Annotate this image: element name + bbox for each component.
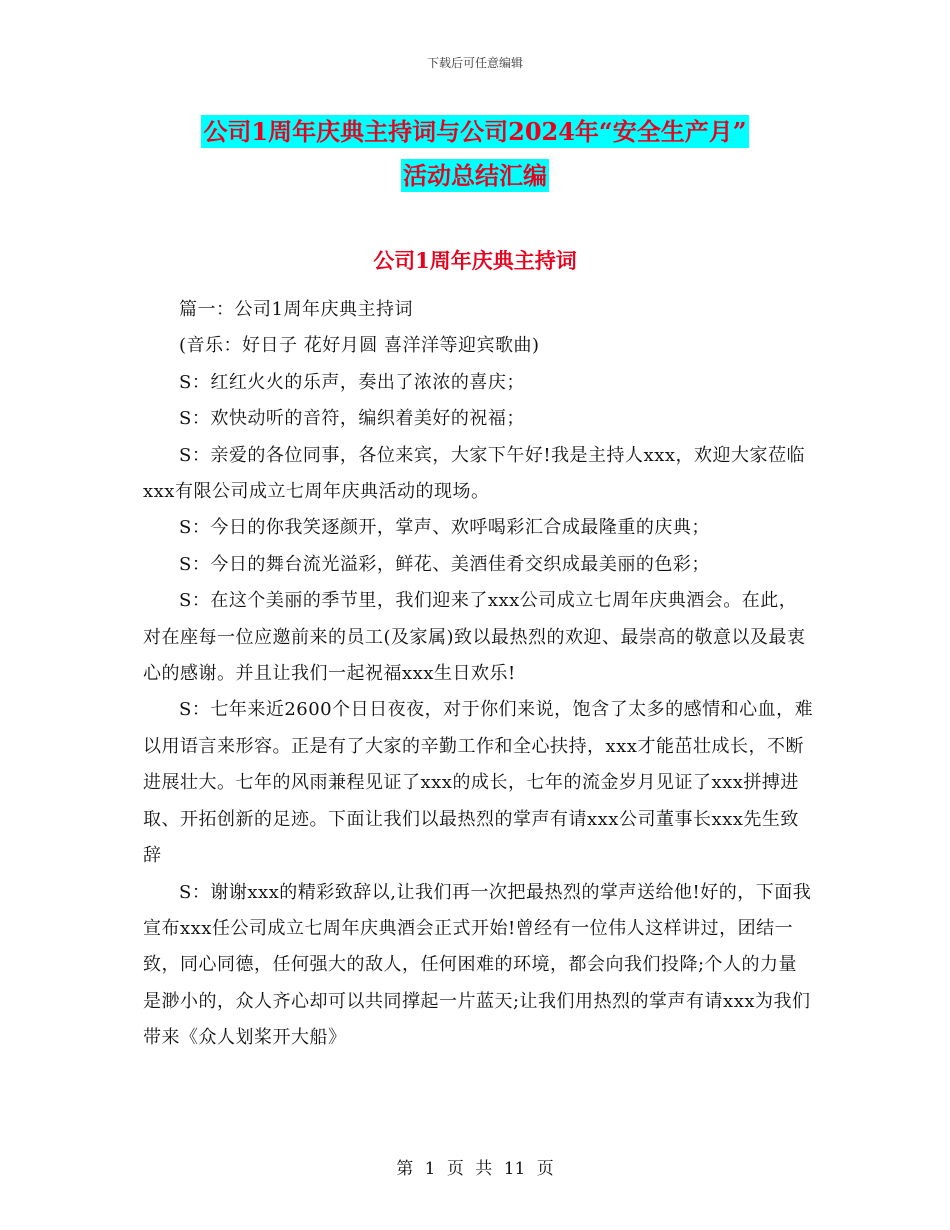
- paragraph: S：欢快动听的音符，编织着美好的祝福；: [179, 408, 525, 430]
- page-header-note: 下载后可任意编辑: [426, 56, 523, 70]
- paragraph: S：亲爱的各位同事，各位来宾，大家下午好!我是主持人xxx，欢迎大家莅临xxx有限公司成立七周年庆典活动的现场。: [143, 444, 806, 503]
- paragraph: S：红红火火的乐声，奏出了浓浓的喜庆；: [179, 371, 525, 393]
- document-title: [0, 110, 950, 198]
- paragraph: 篇一：公司1周年庆典主持词: [179, 299, 413, 320]
- page-number-footer: 第 1 页 共 11 页: [396, 1159, 554, 1179]
- paragraph: (音乐：好日子 花好月圆 喜洋洋等迎宾歌曲): [179, 335, 540, 357]
- paragraph: S：今日的舞台流光溢彩，鲜花、美酒佳肴交织成最美丽的色彩；: [179, 553, 710, 575]
- paragraph: S：今日的你我笑逐颜开，掌声、欢呼喝彩汇合成最隆重的庆典；: [179, 517, 710, 539]
- document-title-line-2: 活动总结汇编: [403, 161, 547, 190]
- section-title: 公司1周年庆典主持词: [373, 248, 577, 273]
- body-text: [143, 292, 815, 1057]
- paragraph: S：七年来近2600个日日夜夜，对于你们来说，饱含了太多的感情和心血，难以用语言来形容。正是有了大家的辛勤工作和全心扶持，xxx才能茁壮成长，不断进展壮大。七年的风雨兼程见证了xxx的成长，七年的流金岁月见证了xxx拼搏进取、开拓创新的足迹。下面让我们以最热烈的掌声有请xxx公司董事长xxx先生致辞: [143, 699, 814, 867]
- paragraph: S：谢谢xxx的精彩致辞以,让我们再一次把最热烈的掌声送给他!好的，下面我宣布xxx任公司成立七周年庆典酒会正式开始!曾经有一位伟人这样讲过，团结一致，同心同德，任何强大的敌人，任何困难的环境，都会向我们投降;个人的力量是渺小的，众人齐心却可以共同撑起一片蓝天;让我们用热烈的掌声有请xxx为我们带来《众人划桨开大船》: [143, 881, 812, 1049]
- document-title-line-1: 公司1周年庆典主持词与公司2024年“安全生产月”: [203, 117, 747, 146]
- paragraph: S：在这个美丽的季节里，我们迎来了xxx公司成立七周年庆典酒会。在此，对在座每一位应邀前来的员工(及家属)致以最热烈的欢迎、最崇高的敬意以及最衷心的感谢。并且让我们一起祝福xxx生日欢乐!: [143, 590, 806, 685]
